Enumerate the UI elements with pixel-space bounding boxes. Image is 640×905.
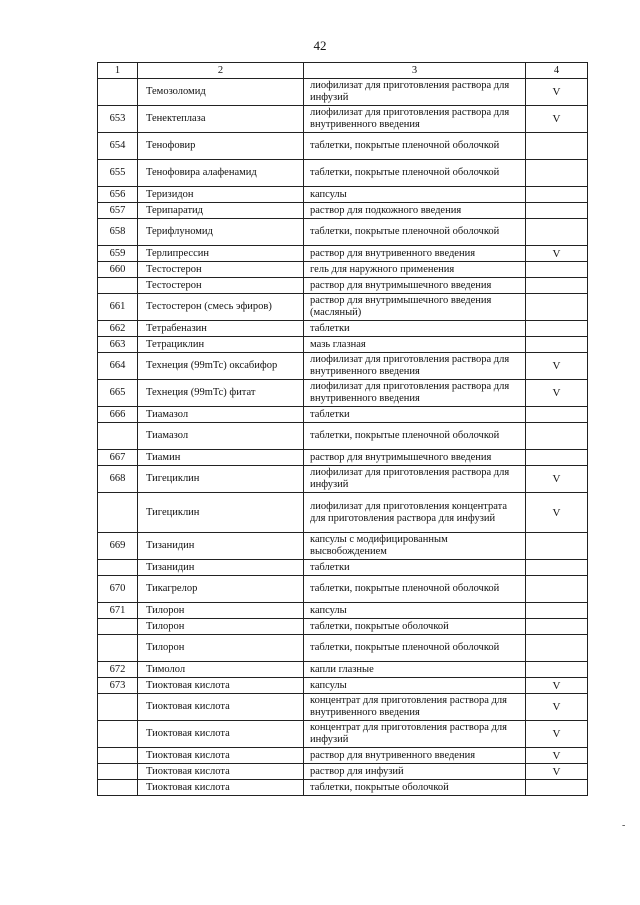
mark-cell: V [526,678,588,694]
mark-cell: V [526,466,588,493]
dosage-form-cell: таблетки, покрытые пленочной оболочкой [304,133,526,160]
drug-list-table [97,62,588,796]
table-row [98,576,588,603]
column-header: 1 [98,63,138,79]
table-row [98,694,588,721]
row-number-cell [98,748,138,764]
mark-cell [526,576,588,603]
dosage-form-cell: таблетки, покрытые пленочной оболочкой [304,219,526,246]
dosage-form-cell: таблетки, покрытые оболочкой [304,619,526,635]
row-number-cell: 662 [98,321,138,337]
mark-cell [526,219,588,246]
row-number-cell: 664 [98,353,138,380]
drug-name-cell: Тикагрелор [138,576,304,603]
mark-cell [526,321,588,337]
row-number-cell [98,635,138,662]
mark-cell: V [526,79,588,106]
drug-name-cell: Тизанидин [138,560,304,576]
drug-name-cell: Тенофовир [138,133,304,160]
dosage-form-cell: гель для наружного применения [304,262,526,278]
drug-name-cell: Тестостерон [138,262,304,278]
dosage-form-cell: капли глазные [304,662,526,678]
dosage-form-cell: таблетки, покрытые пленочной оболочкой [304,635,526,662]
table-row [98,560,588,576]
row-number-cell [98,694,138,721]
mark-cell [526,160,588,187]
drug-name-cell: Тиоктовая кислота [138,721,304,748]
dosage-form-cell: лиофилизат для приготовления раствора для внутривенного введения [304,353,526,380]
row-number-cell: 653 [98,106,138,133]
dosage-form-cell: таблетки [304,407,526,423]
mark-cell [526,203,588,219]
row-number-cell: 655 [98,160,138,187]
mark-cell [526,407,588,423]
drug-name-cell: Тиамин [138,450,304,466]
table-row [98,721,588,748]
dosage-form-cell: таблетки, покрытые пленочной оболочкой [304,423,526,450]
table-body [98,63,588,796]
row-number-cell: 671 [98,603,138,619]
drug-name-cell: Тестостерон [138,278,304,294]
table-row [98,407,588,423]
drug-name-cell: Тестостерон (смесь эфиров) [138,294,304,321]
mark-cell: V [526,380,588,407]
mark-cell: V [526,493,588,533]
table-row [98,160,588,187]
mark-cell [526,603,588,619]
dosage-form-cell: капсулы [304,187,526,203]
row-number-cell: 659 [98,246,138,262]
table-row [98,603,588,619]
dosage-form-cell: лиофилизат для приготовления раствора для внутривенного введения [304,106,526,133]
dosage-form-cell: лиофилизат для приготовления раствора для инфузий [304,79,526,106]
drug-name-cell: Тиоктовая кислота [138,780,304,796]
dosage-form-cell: раствор для внутривенного введения [304,748,526,764]
row-number-cell: 665 [98,380,138,407]
row-number-cell: 672 [98,662,138,678]
row-number-cell [98,721,138,748]
drug-name-cell: Тилорон [138,635,304,662]
table-row [98,493,588,533]
table-row [98,423,588,450]
drug-name-cell: Теризидон [138,187,304,203]
row-number-cell: 667 [98,450,138,466]
column-header: 2 [138,63,304,79]
dosage-form-cell: концентрат для приготовления раствора для внутривенного введения [304,694,526,721]
mark-cell: V [526,246,588,262]
mark-cell [526,780,588,796]
table-row [98,321,588,337]
row-number-cell: 666 [98,407,138,423]
dosage-form-cell: раствор для внутримышечного введения (масляный) [304,294,526,321]
drug-name-cell: Технеция (99mTc) оксабифор [138,353,304,380]
table-row [98,748,588,764]
dosage-form-cell: раствор для внутримышечного введения [304,278,526,294]
mark-cell [526,337,588,353]
dosage-form-cell: раствор для внутривенного введения [304,246,526,262]
column-header: 4 [526,63,588,79]
dosage-form-cell: капсулы [304,678,526,694]
column-header: 3 [304,63,526,79]
table-row [98,133,588,160]
table-row [98,337,588,353]
dosage-form-cell: капсулы [304,603,526,619]
drug-name-cell: Тиамазол [138,407,304,423]
drug-name-cell: Технеция (99mTc) фитат [138,380,304,407]
dosage-form-cell: концентрат для приготовления раствора для инфузий [304,721,526,748]
mark-cell [526,294,588,321]
row-number-cell: 673 [98,678,138,694]
row-number-cell [98,278,138,294]
drug-name-cell: Тиамазол [138,423,304,450]
dosage-form-cell: раствор для внутримышечного введения [304,450,526,466]
row-number-cell: 654 [98,133,138,160]
table-row [98,219,588,246]
mark-cell: V [526,694,588,721]
drug-name-cell: Тиоктовая кислота [138,748,304,764]
dosage-form-cell: раствор для инфузий [304,764,526,780]
edge-mark: - [622,820,626,831]
dosage-form-cell: лиофилизат для приготовления раствора для внутривенного введения [304,380,526,407]
drug-name-cell: Тиоктовая кислота [138,764,304,780]
table-row [98,662,588,678]
row-number-cell: 660 [98,262,138,278]
drug-name-cell: Тиоктовая кислота [138,678,304,694]
dosage-form-cell: таблетки, покрытые пленочной оболочкой [304,576,526,603]
table-row [98,780,588,796]
table-row [98,764,588,780]
table-row [98,635,588,662]
mark-cell [526,533,588,560]
mark-cell [526,278,588,294]
dosage-form-cell: раствор для подкожного введения [304,203,526,219]
drug-name-cell: Тилорон [138,603,304,619]
mark-cell [526,635,588,662]
table-row [98,678,588,694]
row-number-cell [98,79,138,106]
mark-cell [526,560,588,576]
row-number-cell [98,764,138,780]
mark-cell [526,619,588,635]
mark-cell [526,187,588,203]
dosage-form-cell: таблетки [304,560,526,576]
drug-name-cell: Тиоктовая кислота [138,694,304,721]
table-row [98,278,588,294]
dosage-form-cell: лиофилизат для приготовления раствора для инфузий [304,466,526,493]
drug-name-cell: Тигециклин [138,466,304,493]
row-number-cell: 658 [98,219,138,246]
mark-cell [526,662,588,678]
dosage-form-cell: капсулы с модифицированным высвобождением [304,533,526,560]
row-number-cell: 661 [98,294,138,321]
mark-cell [526,450,588,466]
row-number-cell: 669 [98,533,138,560]
dosage-form-cell: таблетки, покрытые пленочной оболочкой [304,160,526,187]
mark-cell [526,133,588,160]
mark-cell: V [526,106,588,133]
table-header-row [98,63,588,79]
row-number-cell [98,493,138,533]
drug-name-cell: Тизанидин [138,533,304,560]
dosage-form-cell: лиофилизат для приготовления концентрата для приготовления раствора для инфузий [304,493,526,533]
mark-cell [526,423,588,450]
table-row [98,450,588,466]
row-number-cell [98,619,138,635]
drug-name-cell: Терлипрессин [138,246,304,262]
table-row [98,106,588,133]
drug-name-cell: Тенофовира алафенамид [138,160,304,187]
drug-name-cell: Тетрабеназин [138,321,304,337]
table-row [98,353,588,380]
table-row [98,619,588,635]
drug-name-cell: Терипаратид [138,203,304,219]
mark-cell [526,262,588,278]
drug-name-cell: Тигециклин [138,493,304,533]
table-row [98,466,588,493]
dosage-form-cell: мазь глазная [304,337,526,353]
drug-name-cell: Тетрациклин [138,337,304,353]
row-number-cell: 657 [98,203,138,219]
drug-name-cell: Тимолол [138,662,304,678]
mark-cell: V [526,353,588,380]
table-row [98,187,588,203]
table-row [98,380,588,407]
table-row [98,246,588,262]
mark-cell: V [526,721,588,748]
row-number-cell: 670 [98,576,138,603]
table-row [98,203,588,219]
row-number-cell [98,780,138,796]
mark-cell: V [526,748,588,764]
row-number-cell [98,423,138,450]
drug-name-cell: Терифлуномид [138,219,304,246]
table-row [98,262,588,278]
row-number-cell: 668 [98,466,138,493]
drug-name-cell: Тилорон [138,619,304,635]
table-row [98,79,588,106]
row-number-cell [98,560,138,576]
row-number-cell: 663 [98,337,138,353]
drug-name-cell: Тенектеплаза [138,106,304,133]
mark-cell: V [526,764,588,780]
dosage-form-cell: таблетки, покрытые оболочкой [304,780,526,796]
table-row [98,533,588,560]
row-number-cell: 656 [98,187,138,203]
dosage-form-cell: таблетки [304,321,526,337]
table-row [98,294,588,321]
drug-name-cell: Темозоломид [138,79,304,106]
page-number: 42 [313,38,327,53]
